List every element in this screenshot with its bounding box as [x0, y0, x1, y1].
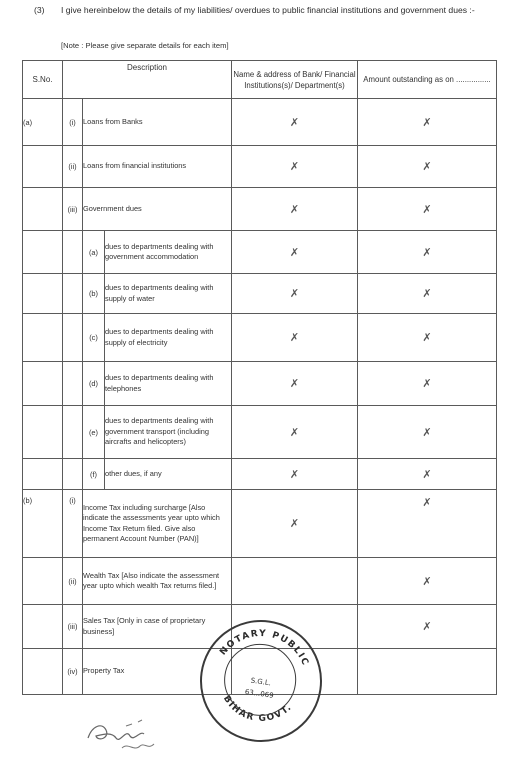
row-sno: (a)	[23, 99, 63, 146]
name-address-mark: ✗	[232, 99, 358, 146]
amount-mark	[358, 649, 497, 695]
row-roman: (iii)	[63, 605, 83, 649]
row-sno	[23, 314, 63, 362]
row-sno	[23, 558, 63, 605]
row-letter: (c)	[83, 314, 105, 362]
table-row	[23, 558, 497, 605]
svg-text:S.G.L.: S.G.L.	[250, 676, 272, 688]
table-row	[23, 231, 497, 274]
row-sno	[23, 231, 63, 274]
row-sno	[23, 649, 63, 695]
table-row	[23, 99, 497, 146]
row-description: Government dues	[83, 188, 232, 231]
row-description: dues to departments dealing with supply of water	[105, 274, 232, 314]
table-row	[23, 146, 497, 188]
row-roman	[63, 406, 83, 459]
amount-mark: ✗	[358, 146, 497, 188]
amount-mark: ✗	[358, 188, 497, 231]
row-description: Loans from Banks	[83, 99, 232, 146]
row-roman: (ii)	[63, 558, 83, 605]
row-description: Loans from financial institutions	[83, 146, 232, 188]
amount-mark: ✗	[358, 231, 497, 274]
row-description: dues to departments dealing with government transport (including aircrafts and helicopters)	[105, 406, 232, 459]
row-description: dues to departments dealing with telephones	[105, 362, 232, 406]
svg-text:63...069: 63...069	[244, 687, 275, 700]
svg-text:BIHAR GOVT.: BIHAR GOVT.	[220, 694, 295, 725]
header-row	[23, 61, 497, 99]
name-address-mark: ✗	[232, 188, 358, 231]
row-description: Income Tax including surcharge [Also indicate the assessments year upto which Income Tax Return filed. Give also permanent Account Number (PAN)]	[83, 490, 232, 558]
row-letter: (a)	[83, 231, 105, 274]
row-sno	[23, 459, 63, 490]
row-letter: (e)	[83, 406, 105, 459]
table-row	[23, 314, 497, 362]
row-roman	[63, 231, 83, 274]
amount-mark: ✗	[358, 605, 497, 649]
table-row	[23, 188, 497, 231]
row-roman: (i)	[63, 99, 83, 146]
notary-seal	[192, 612, 330, 750]
row-sno	[23, 274, 63, 314]
row-description: Property Tax	[83, 649, 232, 695]
amount-mark: ✗	[358, 362, 497, 406]
row-description: Wealth Tax [Also indicate the assessment year upto which wealth Tax returns filed.]	[83, 558, 232, 605]
header-sno: S.No.	[23, 61, 63, 99]
svg-text:NOTARY PUBLIC: NOTARY PUBLIC	[218, 628, 311, 668]
table-row	[23, 362, 497, 406]
header-amount: Amount outstanding as on ................	[358, 61, 497, 99]
row-roman: (i)	[63, 490, 83, 558]
amount-mark: ✗	[358, 274, 497, 314]
row-letter: (d)	[83, 362, 105, 406]
name-address-mark: ✗	[232, 231, 358, 274]
table-row	[23, 490, 497, 558]
row-sno	[23, 362, 63, 406]
intro-text: I give hereinbelow the details of my liabilities/ overdues to public financial institutions and government dues :-	[61, 5, 475, 15]
header-description: Description	[63, 61, 232, 99]
name-address-mark: ✗	[232, 146, 358, 188]
row-roman: (iii)	[63, 188, 83, 231]
row-sno	[23, 605, 63, 649]
header-name-address: Name & address of Bank/ Financial Institutions(s)/ Department(s)	[232, 61, 358, 99]
row-letter: (b)	[83, 274, 105, 314]
table-row	[23, 459, 497, 490]
name-address-mark: ✗	[232, 274, 358, 314]
row-roman: (ii)	[63, 146, 83, 188]
row-roman: (iv)	[63, 649, 83, 695]
row-roman	[63, 362, 83, 406]
name-address-mark: ✗	[232, 459, 358, 490]
amount-mark: ✗	[358, 459, 497, 490]
row-description: other dues, if any	[105, 459, 232, 490]
row-sno	[23, 146, 63, 188]
name-address-mark: ✗	[232, 314, 358, 362]
intro-number: (3)	[34, 5, 45, 15]
row-sno	[23, 188, 63, 231]
amount-mark: ✗	[358, 490, 497, 558]
amount-mark: ✗	[358, 406, 497, 459]
liabilities-table	[22, 60, 497, 695]
amount-mark: ✗	[358, 99, 497, 146]
amount-mark: ✗	[358, 314, 497, 362]
row-sno	[23, 406, 63, 459]
table-row	[23, 406, 497, 459]
name-address-mark	[232, 558, 358, 605]
row-description: dues to departments dealing with government accommodation	[105, 231, 232, 274]
row-roman	[63, 314, 83, 362]
row-roman	[63, 459, 83, 490]
row-roman	[63, 274, 83, 314]
row-description: dues to departments dealing with supply of electricity	[105, 314, 232, 362]
amount-mark: ✗	[358, 558, 497, 605]
intro-note: [Note : Please give separate details for each item]	[61, 41, 229, 50]
signature-image	[82, 708, 162, 758]
row-description: Sales Tax [Only in case of proprietary business]	[83, 605, 232, 649]
row-letter: (f)	[83, 459, 105, 490]
name-address-mark: ✗	[232, 362, 358, 406]
name-address-mark: ✗	[232, 406, 358, 459]
row-sno: (b)	[23, 490, 63, 558]
table-row	[23, 274, 497, 314]
name-address-mark: ✗	[232, 490, 358, 558]
